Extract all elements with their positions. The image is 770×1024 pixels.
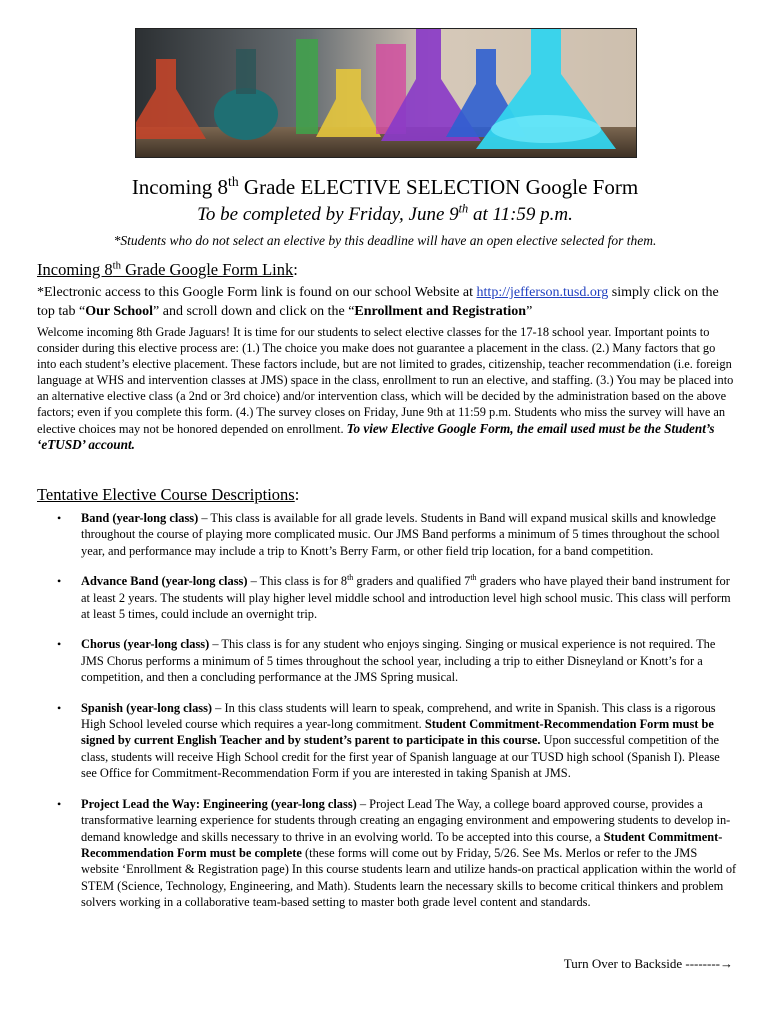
heading-colon: : (294, 485, 300, 504)
bullet-icon: • (57, 511, 62, 525)
commitment-form-requirement: Student Commitment-Recommendation Form must be complete (81, 829, 723, 860)
course-name: Band (year-long class) (81, 511, 199, 525)
access-text: ” (526, 304, 533, 319)
course-description: – Project Lead The Way, a college board approved course, provides a transformative learning experience for students through creating an engaging environment and empowering students to develop in-demand knowledge and skills necessary to thrive in an evolving world. To be accepted into this course, a (81, 796, 731, 844)
page-title (0, 175, 770, 200)
course-description: (these forms will come out by Friday, 5/26. See Ms. Merlos or refer to the JMS website ‘Enrollment & Registration page) In this course students learn and utilize hands-on practical application within the world of STEM (Science, Technology, Engineering, and Math). Students learn the necessary skills to become critical thinkers and problem solvers working in a collaborative team-based setting to master both grade level content and standards. (81, 845, 737, 910)
course-description: – This class is for any student who enjoys singing. Singing or musical experience is not required. The JMS Chorus performs a minimum of 5 times throughout the school year, including a trip to either Disneyland or Knott’s for a competition, and then a concluding performance at the JMS Spring musical. (81, 637, 716, 685)
bullet-icon: • (57, 796, 62, 811)
heading-superscript: th (112, 259, 121, 272)
bullet-icon: • (57, 574, 62, 589)
course-name: Chorus (year-long class) (81, 637, 210, 652)
welcome-paragraph (37, 324, 737, 453)
list-item-advance-band (37, 573, 737, 622)
access-text: simply click on the top tab “ (37, 285, 719, 319)
commitment-form-requirement: Student Commitment-Recommendation Form must be signed by current English Teacher and by student’s parent to participate in this course. (81, 717, 714, 748)
lab-flasks-illustration (136, 29, 636, 157)
subtitle-part: To be completed by Friday, June 9 (197, 204, 459, 225)
course-description: – This class is for 8 (247, 574, 348, 589)
deadline-subtitle (0, 201, 770, 226)
list-item-chorus (37, 636, 737, 685)
access-text: ” and scroll down and click on the “ (153, 304, 355, 319)
link-section-heading (37, 260, 298, 280)
course-description: graders and qualified 7 (353, 574, 471, 589)
subtitle-part: at 11:59 p.m. (468, 204, 573, 225)
deadline-note: *Students who do not select an elective by this deadline will have an open elective selected for them. (113, 233, 657, 248)
our-school-tab-name: Our School (85, 304, 154, 319)
course-description: – This class is available for all grade levels. Students in Band will expand musical skills and knowledge throughout the course of playing more complicated music. Our JMS Band performs a minimum of 5 times throughout the school year, and performance may include a trip to Knott’s Berry Farm, or other field trip location, for a band competition. (81, 511, 720, 558)
courses-section-heading (37, 485, 299, 505)
bullet-icon: • (57, 700, 62, 715)
heading-part: Incoming 8 (37, 260, 113, 279)
title-part: Grade ELECTIVE SELECTION Google Form (238, 175, 639, 199)
list-item-pltw (37, 796, 737, 911)
course-description: graders who have played their band instrument for at least 2 years. The students will play higher level middle school and introduction level high school music. This class will perform at least 5 times, could include an overnight trip. (81, 574, 731, 622)
course-description: – In this class students will learn to speak, comprehend, and write in Spanish. This class is a rigorous High School leveled course which requires a year-long commitment. (81, 700, 716, 732)
turn-over-note: Turn Over to Backside --------→ (563, 956, 733, 971)
list-item-spanish (37, 700, 737, 782)
school-website-link[interactable]: http://jefferson.tusd.org (476, 285, 609, 300)
title-superscript: th (228, 174, 239, 189)
hero-image-lab-flasks (135, 28, 637, 158)
bullet-icon: • (57, 637, 62, 652)
heading-part: Grade Google Form Link (120, 260, 294, 279)
access-instructions (37, 283, 737, 321)
course-description: Upon successful competition of the class, students will receive High School credit for the first year of Spanish language at our TUSD high school (Spanish I). Please see Office for Commitment-Recommendation Form if you are interested in taking Spanish at JMS. (81, 733, 720, 781)
title-part: Incoming 8 (131, 175, 229, 199)
courses-heading-text: Tentative Elective Course Descriptions (37, 485, 295, 504)
welcome-body: Welcome incoming 8th Grade Jaguars! It is time for our students to select elective classes for the 17-18 school year. Important points to consider during this elective process are: (1.) The choice you make does not guarantee a placement in the class. (2.) Many factors that go into each student’s elective placement. These factors include, but are not limited to grades, citizenship, teacher recommendation (i.e. foreign language at WHS and intervention classes at JMS) space in the class, enrollment to run an elective, and staffing. (3.) You may be placed into an alternative elective class (a 2nd or 3rd choice) and/or intervention class, which will be decided by the administration based on the above factors; even if you complete this form. (4.) The survey closes on Friday, June 9th at 11:59 p.m. Students who miss the survey will have an elective choices may not be honored depended on enrollment. (37, 325, 734, 436)
course-name: Project Lead the Way: Engineering (year-long class) (81, 796, 357, 811)
heading-colon: : (293, 260, 298, 279)
subtitle-superscript: th (458, 201, 469, 216)
course-name: Advance Band (year-long class) (81, 574, 248, 589)
email-requirement-note: To view Elective Google Form, the email used must be the Student’s ‘eTUSD’ account. (37, 420, 715, 452)
superscript: th (470, 573, 477, 583)
superscript: th (347, 573, 354, 583)
course-name: Spanish (year-long class) (81, 700, 213, 715)
access-text: *Electronic access to this Google Form link is found on our school Website at (37, 285, 477, 300)
enrollment-page-name: Enrollment and Registration (354, 304, 527, 319)
list-item-band (37, 510, 737, 559)
course-list (37, 510, 737, 922)
